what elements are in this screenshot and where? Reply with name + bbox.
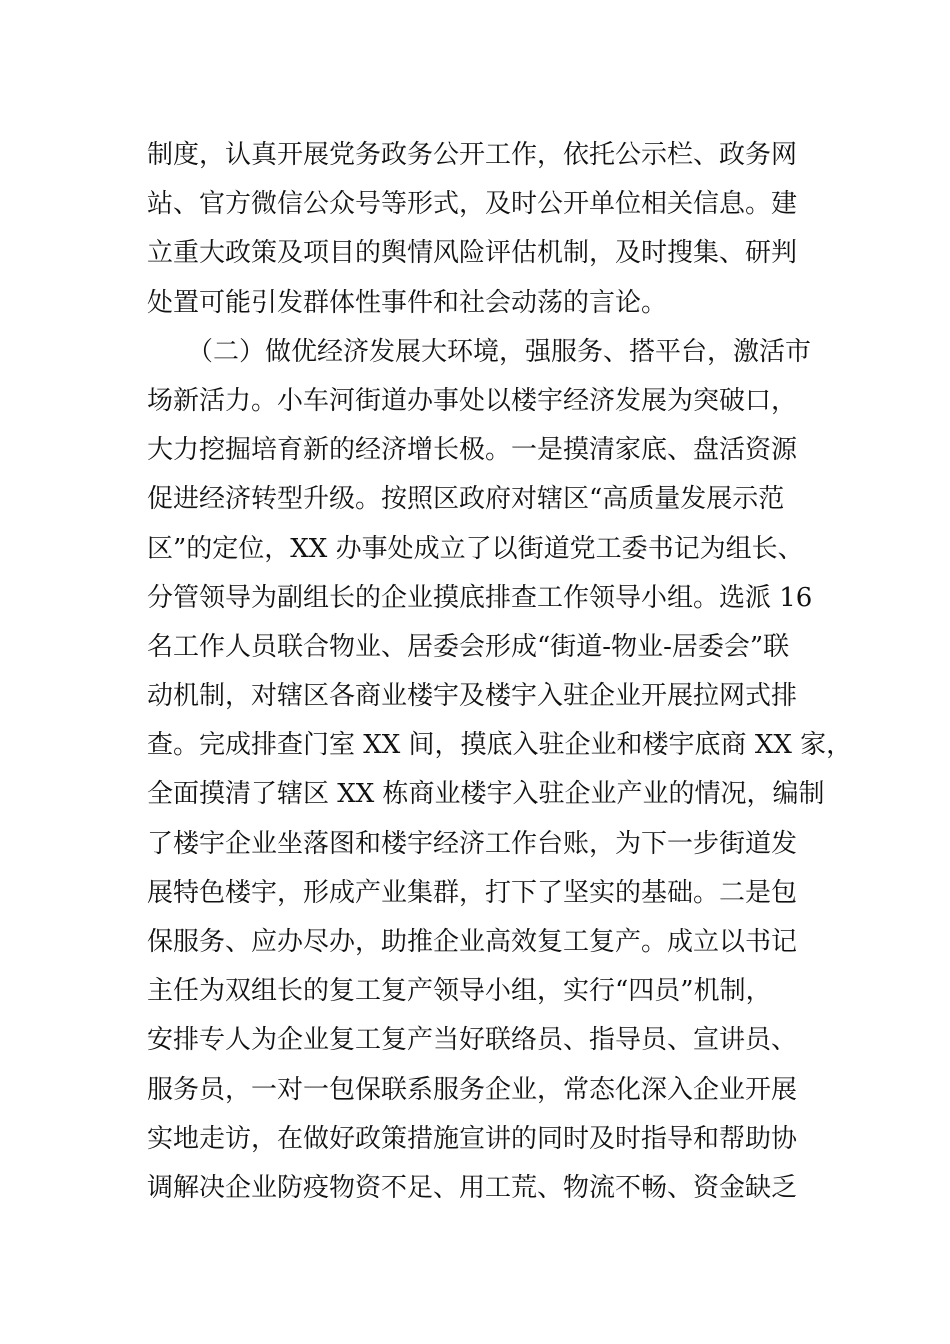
text-line: 站、官方微信公众号等形式，及时公开单位相关信息。建 xyxy=(147,189,798,220)
text-line: 分管领导为副组长的企业摸底排查工作领导小组。选派 16 xyxy=(147,582,813,613)
text-line: 保服务、应办尽办，助推企业高效复工复产。成立以书记 xyxy=(147,927,798,957)
text-line: 动机制，对辖区各商业楼宇及楼宇入驻企业开展拉网式排 xyxy=(147,681,798,712)
text-line: 主任为双组长的复工复产领导小组，实行“四员”机制， xyxy=(147,976,772,1007)
text-line: 全面摸清了辖区 XX 栋商业楼宇入驻企业产业的情况，编制 xyxy=(147,779,825,810)
text-line: 促进经济转型升级。按照区政府对辖区“高质量发展示范 xyxy=(147,484,785,515)
body-text xyxy=(147,131,853,1213)
text-line: 了楼宇企业坐落图和楼宇经济工作台账，为下一步街道发 xyxy=(147,828,798,859)
text-line: 区”的定位，XX 办事处成立了以街道党工委书记为组长、 xyxy=(147,533,804,564)
text-line: 服务员，一对一包保联系服务企业，常态化深入企业开展 xyxy=(147,1074,798,1105)
text-line: 安排专人为企业复工复产当好联络员、指导员、宣讲员、 xyxy=(147,1025,798,1056)
text-line: 查。完成排查门室 XX 间，摸底入驻企业和楼宇底商 XX 家， xyxy=(147,730,853,761)
text-line: 名工作人员联合物业、居委会形成“街道-物业-居委会”联 xyxy=(147,631,790,662)
text-line: 立重大政策及项目的舆情风险评估机制，及时搜集、研判 xyxy=(147,238,798,269)
text-line: 调解决企业防疫物资不足、用工荒、物流不畅、资金缺乏 xyxy=(147,1172,798,1203)
text-line: 场新活力。小车河街道办事处以楼宇经济发展为突破口， xyxy=(147,385,798,416)
text-line: 制度，认真开展党务政务公开工作，依托公示栏、政务网 xyxy=(147,140,798,170)
section-heading-line: （二）做优经济发展大环境，强服务、搭平台，激活市 xyxy=(187,336,812,367)
text-line: 处置可能引发群体性事件和社会动荡的言论。 xyxy=(147,287,668,318)
text-line: 展特色楼宇，形成产业集群，打下了坚实的基础。二是包 xyxy=(147,877,798,908)
text-line: 大力挖掘培育新的经济增长极。一是摸清家底、盘活资源 xyxy=(147,435,798,466)
text-line: 实地走访，在做好政策措施宣讲的同时及时指导和帮助协 xyxy=(147,1123,798,1154)
